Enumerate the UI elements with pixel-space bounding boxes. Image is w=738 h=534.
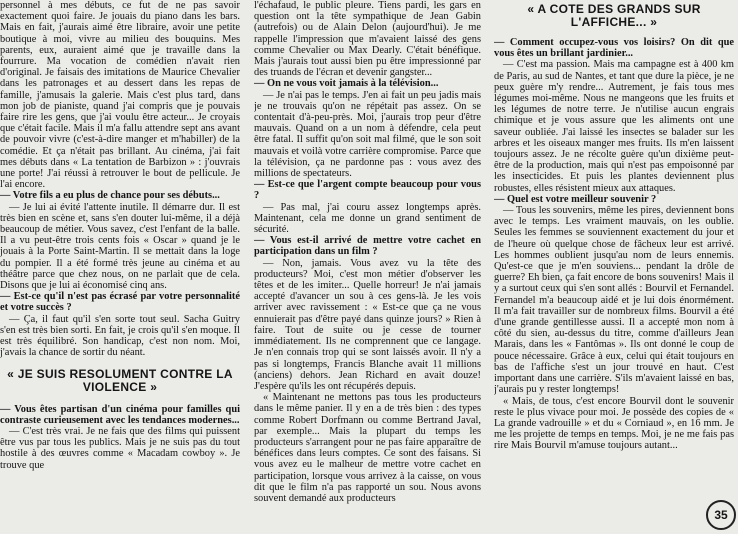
interview-question: — Quel est votre meilleur souvenir ? [494,193,657,205]
interview-question: — Comment occupez-vous vos loisirs? On dit que vous êtes un brillant jardinier... [494,37,734,60]
paragraph: — Je lui ai évité l'attente inutile. Il démarre dur. Il est très bien en scène et, sans s'en douter lui-même, il a déjà beaucoup de métier. Vous savez, c'est l'enfant de la balle. Il a vu peut-être trois cents fois « Oscar » quand je le jouais à la Porte Saint-Martin. Il se mettait dans la loge du pompier. Il a été formé très jeune au cinéma et au théâtre parce que chez nous, on ne parlait que de cela. Disons que je lui ai économisé cinq ans. [0,201,240,292]
paragraph: « Maintenant ne mettons pas tous les producteurs dans le même panier. Il y en a de très bien : des types comme Robert Dorfmann ou comme Bertrand Javal, par exemple... Mais la plupart du temps les producteurs s'arrangent pour ne pas faire apparaître de bénéfices dans leurs comptes. Ce sont des faisans. Si vous avez eu le malheur de mettre votre cachet en participation, lorsque vous arrivez à la caisse, on vous dit que le film n'a pas rapporté un sou. Nous avons souvent demandé aux producteurs [254,392,481,504]
paragraph: personnel à mes débuts, ce fut de ne pas savoir exactement quoi faire. Je jouais du piano dans les bars. Mais en fait, j'aurais aimé être libraire, avoir une petite boutique à moi, vivre au milieu des bouquins. Mes parents, eux, auraient aimé que je travaille dans la fourrure. Ma vocation de comédien n'avait rien d'original. Je faisais des imitations de Maurice Chevalier dans les patronages et au dessert dans les repas de famille, j'amusais la galerie. Mais c'est plus tard, dans mon job de pianiste, quand j'ai compris que je pouvais faire rire les gens, que j'ai voulu être acteur... Je croyais que c'était facile. Mais il m'a fallu attendre sept ans avant de pouvoir vivre (c'est-à-dire manger et m'habiller) de la comédie. Et ça n'était pas brillant. Au cinéma, j'ai fait mes débuts dans « La tentation de Barbizon » : j'ouvrais une porte! J'ai réussi à retrouver le bout de pellicule. Je l'ai encore. [0,0,240,191]
article-column-1 [0,0,240,534]
section-heading: « A COTE DES GRANDS SUR L'AFFICHE... » [527,2,701,29]
interview-question: — Vous est-il arrivé de mettre votre cachet en participation dans un film ? [254,235,481,258]
paragraph: — C'est ma passion. Mais ma campagne est à 400 km de Paris, au sud de Nantes, et tant que dure la pièce, je ne peux guère m'y rendre... Autrement, je fais tous mes légumes moi-même. Nous ne mangeons que les fruits et les légumes de notre terre. Je n'utilise aucun engrais chimique et je vous assure que les aliments ont une saveur oubliée. J'ai laissé les insectes se balader sur les arbres et les oiseaux manger mes fruits. Ils m'en laissent toujours assez. Je ne récolte guère qu'un dixième peut-être de la production, mais qui n'est pas empoisonné par les insecticides. Et puis les plantes deviennent plus robustes, elles résistent mieux aux attaques. [494,59,734,194]
article-column-2 [254,0,481,534]
paragraph: — Non, jamais. Vous avez vu la tête des producteurs? Moi, c'est mon métier d'observer les têtes et de les imiter... Quelle horreur! Je n'ai jamais accepté d'avancer un sou à ces gens-là. Je les vois arriver avec ravissement : « Est-ce que ça ne vous ennuierait pas d'être payé dans quinze jours? » Rien à faire. Tout de suite ou je cesse de tourner immédiatement. Ils ne comprennent que ce langage. Je n'en connais trop qui se sont laissés avoir. Il n'y a pas si longtemps, Francis Blanche avait 11 millions (anciens) dehors. Jean Richard en avait douze! J'espère qu'ils les ont récupérés depuis. [254,257,481,392]
interview-question: — On ne vous voit jamais à la télévision... [254,78,439,90]
paragraph: — Pas mal, j'ai couru assez longtemps après. Maintenant, cela me donne un grand sentiment de sécurité. [254,201,481,236]
paragraph: — Tous les souvenirs, même les pires, deviennent bons avec le temps. Les vraiment mauvais, on les oublie. Seules les femmes se souviennent exactement du jour et de l'heure où quelque chose de fâcheux leur est arrivé. Les hommes oublient jusqu'au nom de leurs ennemis. Qu'est-ce que je m'en souviens... pendant la drôle de guerre? Eh bien, ça fait encore de bons souvenirs! Mais il y a surtout ceux qui s'en sont allés : Bourvil et Fernandel. Fernandel m'a beaucoup aidé et je lui dois énormément. Il m'a fait travailler sur de nombreux films. Bourvil a été d'une grande gentillesse aussi. Il a accepté mon nom à côté du sien, au-dessus du titre, comme d'ailleurs Jean Marais, dans les « Fantômas ». Ils ont donné le coup de pouce nécessaire. Grâce à eux, celui qui était toujours en bas de l'affiche s'est un jour trouvé en haut. C'est important dans une carrière. S'ils m'avaient laissé en bas, j'aurais pu y rester longtemps! [494,205,734,396]
paragraph: — Je n'ai pas le temps. J'en ai fait un peu jadis mais je ne trouvais qu'on ne répétait pas assez. On se contentait d'à-peu-près. Moi, j'aurais trop peur d'être mauvais. Quand on a un nom à défendre, cela peut être fatal. Il suffit qu'on soit mal filmé, que le son soit mauvais et voilà votre carrière compromise. Parce que la télévision, ça ne pardonne pas : vous avez des millions de spectateurs. [254,89,481,180]
paragraph: l'échafaud, le public pleure. Tiens pardi, les gars en question ont la tête sympathique de Jean Gabin (autrefois) ou de Alain Delon (aujourd'hui). Je me rappelle l'impression que m'avaient laissé des gens comme Chevalier ou Max Dearly. C'était bénéfique. Mais j'aurais tout aussi bien pu être impressionné par des truands de l'écran et devenir gangster... [254,0,481,79]
article-column-3 [494,0,734,510]
interview-question: — Est-ce que l'argent compte beaucoup pour vous ? [254,179,481,202]
paragraph: — Ça, il faut qu'il s'en sorte tout seul. Sacha Guitry s'en est très bien sorti. En fait, je crois qu'il s'en moque. Il est très équilibré. Son handicap, c'est non nom. Moi, j'avais la chance de sortir du néant. [0,313,240,359]
page-number: 35 [706,500,736,530]
paragraph: — C'est très vrai. Je ne fais que des films qui puissent être vus par tous les publics. Mais je ne suis pas du tout hostile à des œuvres comme « Macadam cowboy ». Je trouve que [0,425,240,471]
interview-question: — Vous êtes partisan d'un cinéma pour familles qui contraste curieusement avec les tendances modernes... [0,403,240,426]
interview-question: — Votre fils a eu plus de chance pour ses débuts... [0,190,220,202]
paragraph: « Mais, de tous, c'est encore Bourvil dont le souvenir reste le plus vivace pour moi. Je possède des copies de « La grande vadrouille » et du « Corniaud », en 16 mm. Je me les projette de temps en temps. Moi, je ne me fais pas rire Mais Bourvil m'amuse toujours autant... [494,395,734,452]
section-heading: « JE SUIS RESOLUMENT CONTRE LA VIOLENCE » [7,366,233,394]
interview-question: — Est-ce qu'il n'est pas écrasé par votre personnalité et votre succès ? [0,291,240,314]
